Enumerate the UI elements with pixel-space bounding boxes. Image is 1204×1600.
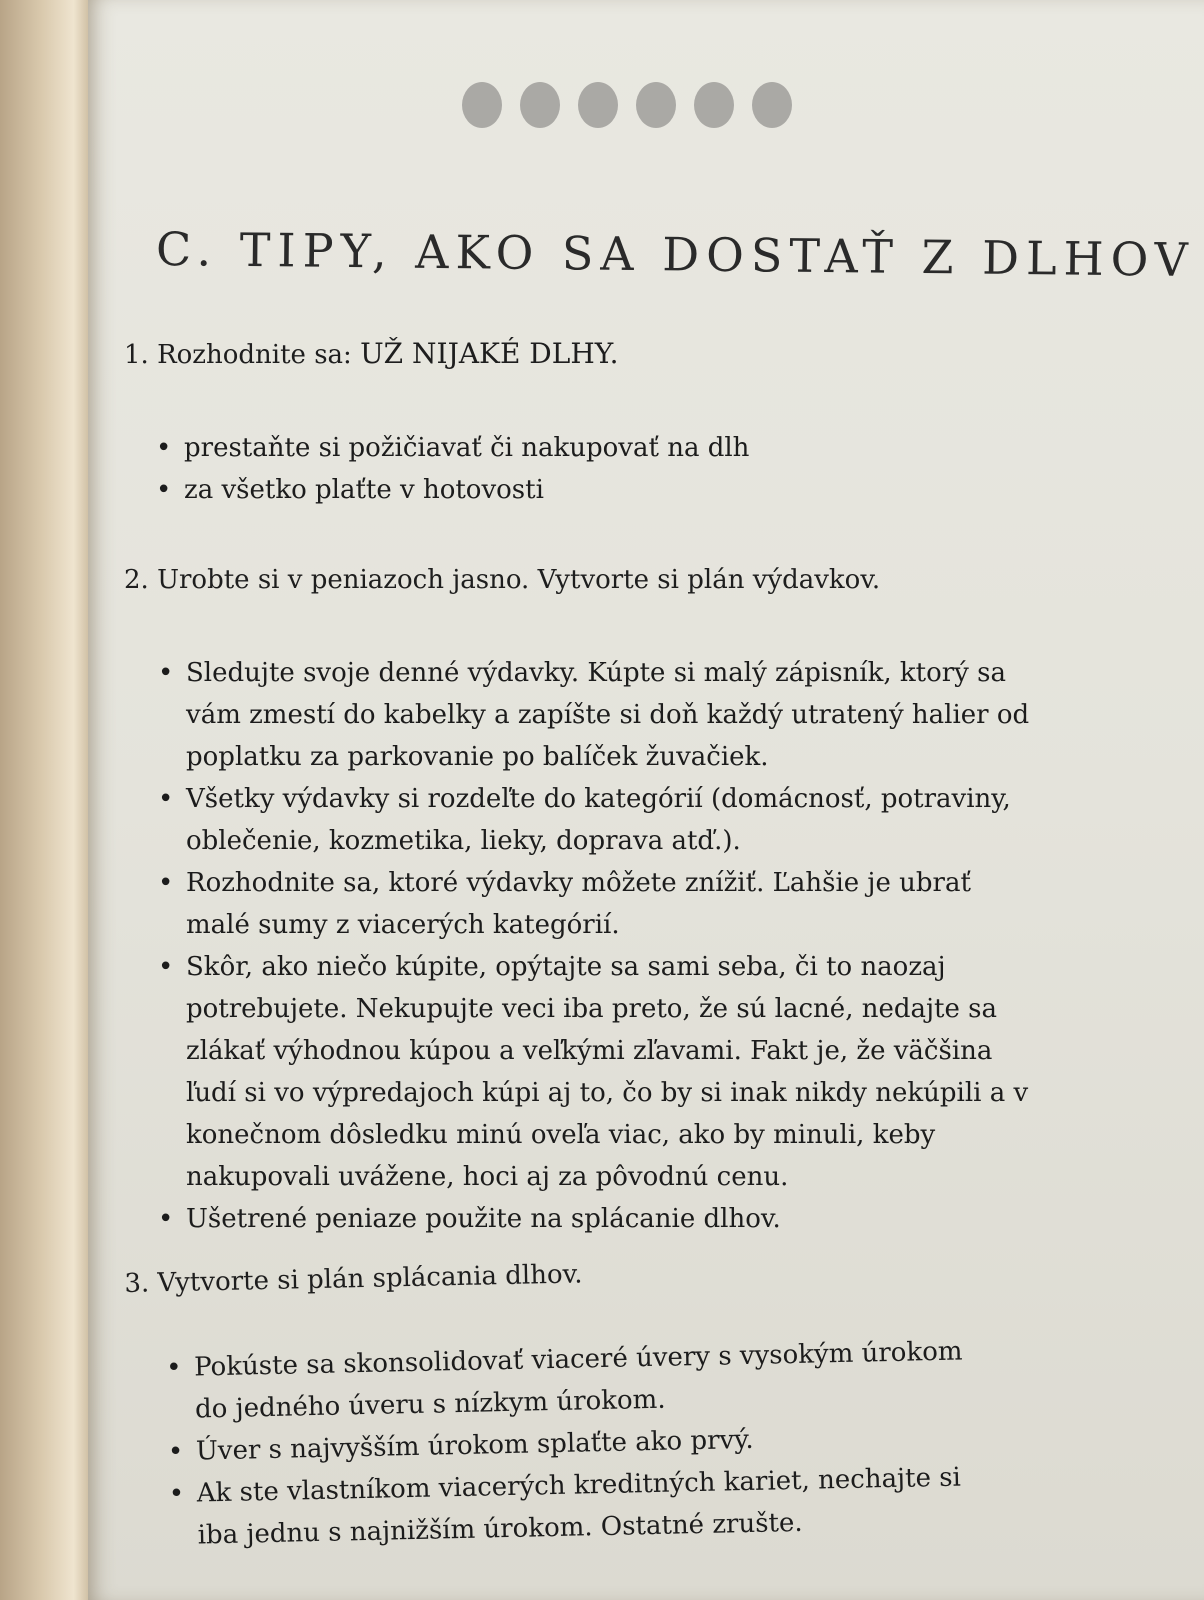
- chapter-heading: C. TIPY, AKO SA DOSTAŤ Z DLHOV: [155, 222, 1196, 287]
- section-number: 2.: [124, 565, 149, 595]
- ornament-dot: [462, 82, 502, 128]
- bullet-item: • prestaňte si požičiavať či nakupovať na dlh: [156, 427, 1124, 469]
- bullet-list: [156, 427, 1124, 511]
- ornament-dot: [578, 82, 618, 128]
- bullet-item: • Ak ste vlastníkom viacerých kreditných kariet, nechajte si iba jednu s najnižším úrokom. Ostatné zrušte.: [168, 1456, 1000, 1557]
- section-title: [124, 1243, 1125, 1304]
- bullet-item: • Sledujte svoje denné výdavky. Kúpte si malý zápisník, ktorý sa vám zmestí do kabelky a zapíšte si doň každý utratený halier od poplatku za parkovanie po balíček žuvačiek.: [158, 652, 1038, 778]
- section-title-emphasis: UŽ NIJAKÉ DLHY.: [360, 337, 619, 370]
- section-number: 1.: [124, 340, 149, 370]
- section-number: 3.: [124, 1268, 150, 1299]
- ornament-dot: [520, 82, 560, 128]
- section-2: [124, 560, 1124, 1240]
- bullet-item: • Pokúste sa skonsolidovať viaceré úvery s vysokým úrokom do jedného úveru s nízkym úrokom.: [166, 1330, 998, 1431]
- bullet-list: [158, 652, 1038, 1240]
- book-page: [88, 0, 1204, 1600]
- section-title-text: Rozhodnite sa:: [157, 340, 352, 370]
- section-1: [124, 334, 1124, 511]
- bullet-item: • za všetko plaťte v hotovosti: [156, 469, 1124, 511]
- bullet-item: • Skôr, ako niečo kúpite, opýtajte sa sami seba, či to naozaj potrebujete. Nekupujte veci iba preto, že sú lacné, nedajte sa zlákať výhodnou kúpou a veľkými zľavami. Fakt je, že väčšina ľudí si vo výpredajoch kúpi aj to, čo by si inak nikdy nekúpili a v konečnom dôsledku minú oveľa viac, ako by minuli, keby nakupovali uvážene, hoci aj za pôvodnú cenu.: [158, 946, 1038, 1198]
- decorative-dots: [462, 82, 792, 128]
- section-title-text: Urobte si v peniazoch jasno. Vytvorte si plán výdavkov.: [157, 565, 881, 595]
- ornament-dot: [752, 82, 792, 128]
- bullet-item: • Ušetrené peniaze použite na splácanie dlhov.: [158, 1198, 1038, 1240]
- section-3: [124, 1243, 1130, 1558]
- book-spine-left-page: [0, 0, 92, 1600]
- bullet-item: • Rozhodnite sa, ktoré výdavky môžete znížiť. Ľahšie je ubrať malé sumy z viacerých kategórií.: [158, 862, 1038, 946]
- bullet-list: [166, 1330, 1000, 1557]
- section-title: [124, 560, 1124, 600]
- bullet-item: • Všetky výdavky si rozdeľte do kategórií (domácnosť, potraviny, oblečenie, kozmetika, lieky, doprava atď.).: [158, 778, 1038, 862]
- section-title-text: Vytvorte si plán splácania dlhov.: [157, 1259, 583, 1299]
- ornament-dot: [694, 82, 734, 128]
- bullet-item: • Úver s najvyšším úrokom splaťte ako prvý.: [168, 1414, 999, 1473]
- ornament-dot: [636, 82, 676, 128]
- section-title: [124, 334, 1124, 375]
